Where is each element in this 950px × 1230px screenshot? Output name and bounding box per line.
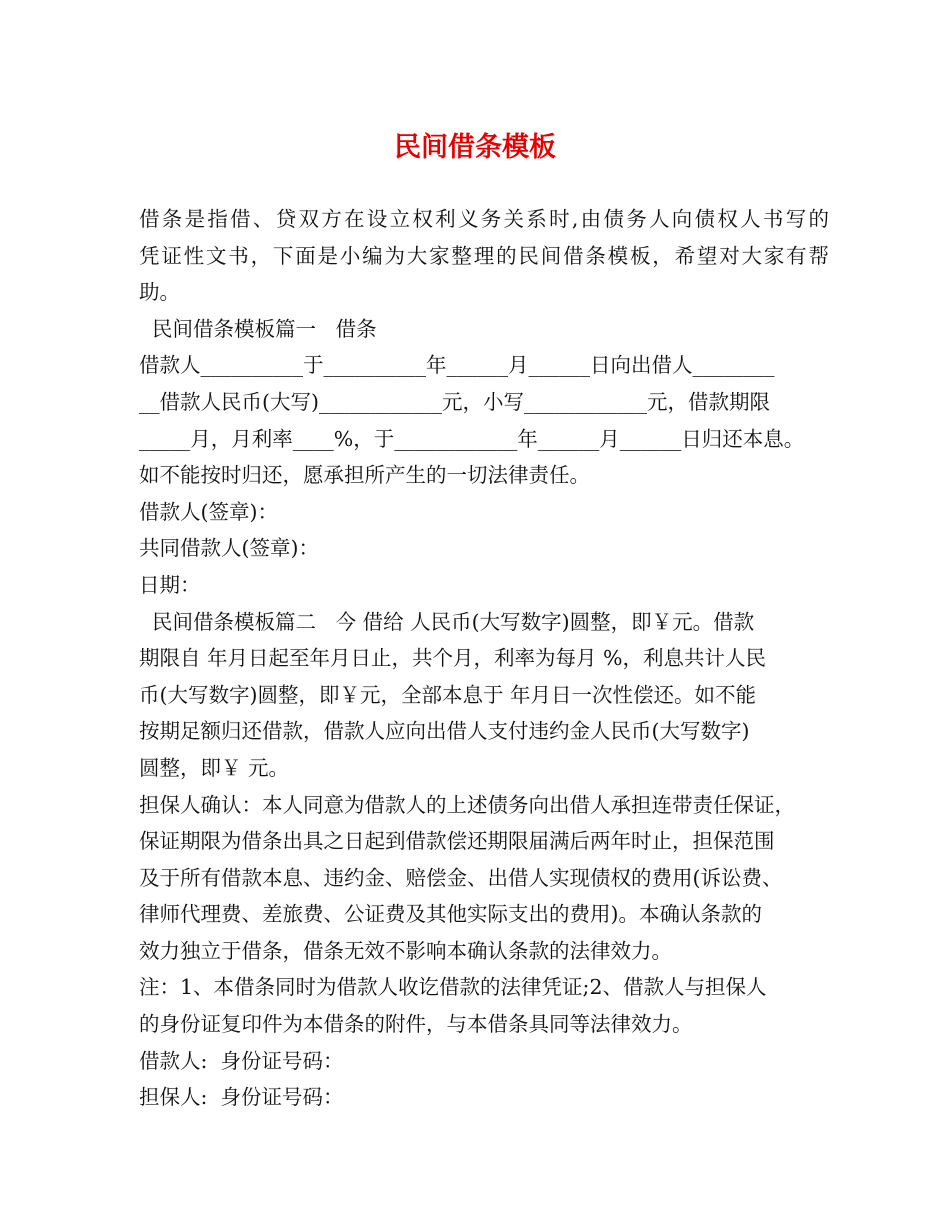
signature-line: 借款人: 身份证号码：	[139, 1048, 344, 1073]
paragraph-line: 如不能按时归还，愿承担所产生的一切法律责任。	[139, 463, 590, 488]
signature-line: 担保人: 身份证号码：	[139, 1085, 344, 1110]
paragraph-line: 凭证性文书，下面是小编为大家整理的民间借条模板，希望对大家有帮	[139, 243, 829, 268]
form-line: __借款人民币(大写)____________元，小写____________元，借款期限	[139, 389, 770, 414]
note-line: 的身份证复印件为本借条的附件，与本借条具同等法律效力。	[139, 1012, 693, 1037]
section-heading: 民间借条模板篇二 今 借给 人民币(大写数字)圆整，即￥元。借款	[139, 609, 755, 634]
form-line: _____月，月利率____%，于____________年______月______日归还本息。	[139, 426, 805, 451]
note-line: 注：1、本借条同时为借款人收讫借款的法律凭证;2、借款人与担保人	[139, 975, 767, 1000]
paragraph-line: 律师代理费、差旅费、公证费及其他实际支出的费用)。本确认条款的	[139, 902, 762, 927]
signature-line: 借款人(签章)：	[139, 499, 278, 524]
paragraph-line: 及于所有借款本息、违约金、赔偿金、出借人实现债权的费用(诉讼费、	[139, 865, 783, 890]
paragraph-line: 圆整，即￥ 元。	[139, 755, 290, 780]
signature-line: 共同借款人(签章)：	[139, 536, 319, 561]
paragraph-line: 期限自 年月日起至年月日止，共个月，利率为每月 %，利息共计人民	[139, 646, 767, 671]
paragraph-line: 保证期限为借条出具之日起到借款偿还期限届满后两年时止，担保范围	[139, 829, 775, 854]
document-title: 民间借条模板	[394, 132, 556, 163]
date-line: 日期：	[139, 572, 201, 597]
paragraph-line: 效力独立于借条，借条无效不影响本确认条款的法律效力。	[139, 938, 672, 963]
paragraph-line: 借条是指借、贷双方在设立权利义务关系时,由债务人向债权人书写的	[139, 207, 829, 231]
paragraph-line: 助。	[139, 280, 180, 305]
document-body	[139, 201, 829, 1116]
form-line: 借款人__________于__________年______月______日向出借人________	[139, 353, 775, 378]
section-heading: 民间借条模板篇一 借条	[139, 316, 377, 341]
paragraph-line: 币(大写数字)圆整，即￥元，全部本息于 年月日一次性偿还。如不能	[139, 682, 757, 707]
paragraph-line: 担保人确认：本人同意为借款人的上述债务向出借人承担连带责任保证，	[139, 792, 795, 817]
paragraph-line: 按期足额归还借款，借款人应向出借人支付违约金人民币(大写数字)	[139, 719, 750, 744]
